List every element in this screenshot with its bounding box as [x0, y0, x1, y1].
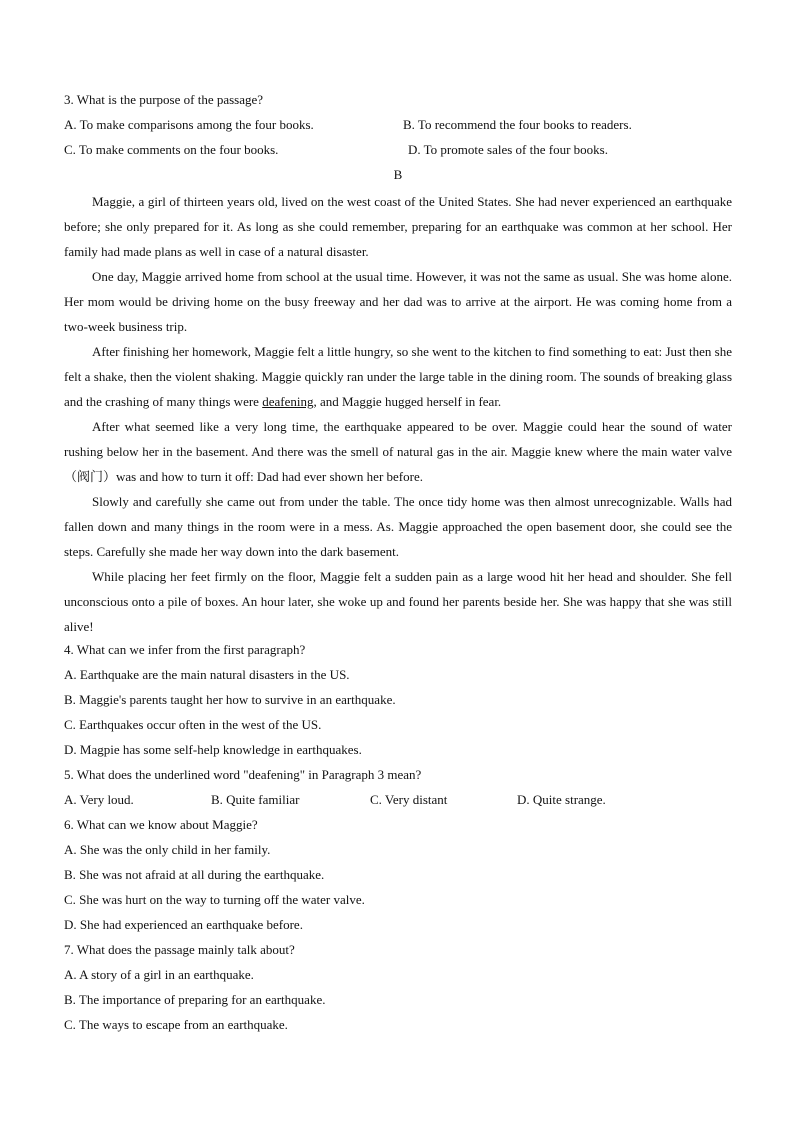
question-3-option-d: D. To promote sales of the four books. [408, 142, 608, 157]
passage-label: B [393, 167, 403, 182]
question-3-options-row-2 [64, 139, 732, 164]
question-3-option-b: B. To recommend the four books to readers. [403, 117, 632, 132]
question-7-option-a: A. A story of a girl in an earthquake. [64, 967, 254, 982]
passage-paragraph-2: One day, Maggie arrived home from school at the usual time. However, it was not the same as usual. She was home alone. Her mom would be driving home on the busy freeway and her dad was to arrive at the airport. He was coming home from a two-week business trip. [64, 269, 732, 334]
question-5-option-a: A. Very loud. [64, 792, 134, 807]
passage-paragraph-1: Maggie, a girl of thirteen years old, lived on the west coast of the United States. She had never experienced an earthquake before; she only prepared for it. As long as she could remember, preparing for an earthquake was common at her school. Her family had made plans as well in case of a natural disaster. [64, 194, 732, 259]
question-5-options-row [64, 789, 732, 814]
question-5-option-b: B. Quite familiar [211, 792, 300, 807]
question-3: 3. What is the purpose of the passage? [64, 92, 264, 107]
question-7-option-c: C. The ways to escape from an earthquake. [64, 1017, 288, 1032]
question-4-option-c: C. Earthquakes occur often in the west of the US. [64, 717, 322, 732]
question-4-option-b: B. Maggie's parents taught her how to survive in an earthquake. [64, 692, 396, 707]
underlined-word-deafening: deafening [262, 394, 314, 409]
question-3-options-row-1 [64, 114, 732, 139]
question-6-option-c: C. She was hurt on the way to turning off the water valve. [64, 892, 365, 907]
question-4: 4. What can we infer from the first paragraph? [64, 642, 306, 657]
paragraph-3-text-start: After finishing her homework, Maggie felt a little hungry, so she went to the kitchen to find something to eat: Just then she felt a shake, then the violent shaking. Maggie quickly ran under the large table in the dining room. The sounds of breaking glass and the crashing of many things were [64, 344, 732, 409]
question-7-option-b: B. The importance of preparing for an earthquake. [64, 992, 326, 1007]
question-5-option-d: D. Quite strange. [517, 792, 606, 807]
question-6-option-a: A. She was the only child in her family. [64, 842, 271, 857]
question-3-option-c: C. To make comments on the four books. [64, 142, 279, 157]
question-6-option-b: B. She was not afraid at all during the earthquake. [64, 867, 325, 882]
question-4-option-a: A. Earthquake are the main natural disasters in the US. [64, 667, 350, 682]
question-3-option-a: A. To make comparisons among the four books. [64, 117, 314, 132]
passage-paragraph-4: After what seemed like a very long time, the earthquake appeared to be over. Maggie could hear the sound of water rushing below her in the basement. And there was the smell of natural gas in the air. Maggie knew where the main water valve（阀门）was and how to turn it off: Dad had ever shown her before. [64, 419, 732, 484]
passage-paragraph-3 [64, 339, 732, 414]
passage-paragraph-6: While placing her feet firmly on the floor, Maggie felt a sudden pain as a large wood hit her head and shoulder. She fell unconscious onto a pile of boxes. An hour later, she woke up and found her parents beside her. She was happy that she was still alive! [64, 569, 732, 634]
document-content [64, 89, 732, 1039]
question-6-option-d: D. She had experienced an earthquake before. [64, 917, 303, 932]
question-7: 7. What does the passage mainly talk about? [64, 942, 295, 957]
question-5: 5. What does the underlined word "deafening" in Paragraph 3 mean? [64, 767, 422, 782]
question-5-option-c: C. Very distant [370, 792, 448, 807]
paragraph-3-text-end: , and Maggie hugged herself in fear. [313, 394, 502, 409]
question-6: 6. What can we know about Maggie? [64, 817, 258, 832]
passage-paragraph-5: Slowly and carefully she came out from under the table. The once tidy home was then almost unrecognizable. Walls had fallen down and many things in the room were in a mess. As. Maggie approached the open basement door, she could see the steps. Carefully she made her way down into the dark basement. [64, 494, 732, 559]
question-4-option-d: D. Magpie has some self-help knowledge in earthquakes. [64, 742, 362, 757]
